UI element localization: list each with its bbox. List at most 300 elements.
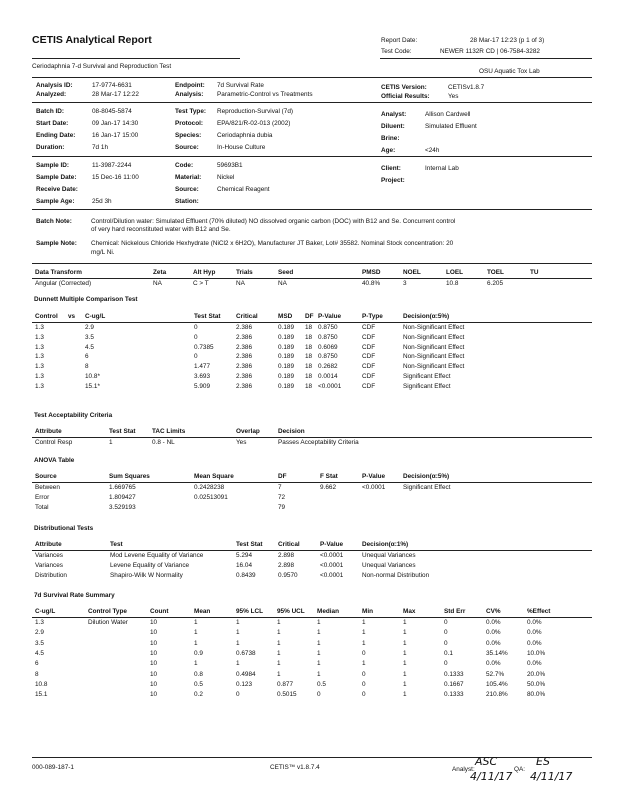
transform-table-header: Trials <box>236 269 253 276</box>
batch-field-label: Brine: <box>381 135 400 142</box>
analysis-rule <box>32 102 592 103</box>
dist-table-cell: <0.0001 <box>320 572 344 579</box>
analysis-field-label: Endpoint: <box>175 82 205 89</box>
summary-table-cell: 0.1 <box>444 649 453 657</box>
dunnett-table-cell: 3.693 <box>194 373 210 380</box>
dist-table-cell: <0.0001 <box>320 552 344 559</box>
batch-field-label: Age: <box>381 147 396 154</box>
test-code-label: Test Code: <box>381 48 412 55</box>
dunnett-table-cell: 2.386 <box>236 324 252 331</box>
summary-table-cell: 0.123 <box>236 680 252 688</box>
dunnett-table-header: Critical <box>236 313 258 320</box>
header-rule-right <box>380 58 592 59</box>
dist-table-cell: Levene Equality of Variance <box>110 562 190 569</box>
anova-table-header: F Stat <box>320 473 338 480</box>
batch-field-value: 09 Jan-17 14:30 <box>92 120 139 127</box>
sample-field-label: Client: <box>381 165 401 172</box>
dunnett-table-cell: CDF <box>362 373 376 380</box>
batch-field-value: In-House Culture <box>217 144 266 151</box>
dist-table-cell: Non-normal Distribution <box>362 572 430 579</box>
tac-table-cell: 1 <box>109 439 113 446</box>
sample-field-label: Sample Date: <box>36 174 77 181</box>
lab-name: OSU Aquatic Tox Lab <box>479 68 540 75</box>
summary-table-cell: 0 <box>444 660 448 668</box>
summary-table-cell: 0.5 <box>194 680 203 688</box>
dist-table-cell: 2.898 <box>278 552 294 559</box>
batch-rule <box>32 156 592 157</box>
summary-table-cell: 0.0% <box>486 619 501 626</box>
notes-rule <box>32 263 592 264</box>
transform-table-header: NOEL <box>403 269 421 276</box>
transform-table-header: LOEL <box>446 269 464 276</box>
summary-table-cell: 1 <box>317 660 321 668</box>
dunnett-table-cell: 1.477 <box>194 363 210 371</box>
dunnett-table-header: Decision(α:5%) <box>403 313 450 320</box>
dunnett-table-cell: 18 <box>305 333 313 341</box>
dunnett-table-cell: 2.386 <box>236 353 252 361</box>
summary-table-header: Std Err <box>444 608 466 615</box>
transform-table-header: PMSD <box>362 269 381 276</box>
batch-field-label: Test Type: <box>175 108 207 115</box>
batch-field-label: Species: <box>175 132 202 139</box>
summary-table-cell: 1 <box>403 660 407 668</box>
dunnett-table-cell: 0.8750 <box>318 324 338 331</box>
analysis-field-value: 28 Mar-17 12:22 <box>92 91 139 98</box>
transform-table-header-rule <box>32 278 592 279</box>
summary-table-cell: Dilution Water <box>88 619 128 626</box>
dunnett-table-cell: 1.3 <box>35 343 44 351</box>
analysis-field-label: Analyzed: <box>36 91 67 98</box>
sample-field-value: Internal Lab <box>425 165 459 172</box>
dist-table-cell: 0.9570 <box>278 572 298 579</box>
dunnett-table-cell: 6 <box>85 353 89 361</box>
summary-table-cell: 0.4984 <box>236 670 256 678</box>
summary-table-cell: 1 <box>362 619 366 626</box>
summary-table-cell: 105.4% <box>486 680 508 688</box>
qa-sign-date: 4/11/17 <box>530 770 573 783</box>
summary-table-cell: 0.0% <box>527 660 542 668</box>
anova-table-cell: Significant Effect <box>403 484 451 491</box>
dunnett-table-header-rule <box>32 322 592 323</box>
summary-table-cell: 0 <box>362 691 366 699</box>
dunnett-table-cell: 1.3 <box>35 353 44 361</box>
tac-table-cell: 0.8 - NL <box>152 439 175 446</box>
sample-field-value: 15 Dec-16 11:00 <box>92 174 139 181</box>
sample-note-line1: Chemical: Nickelous Chloride Hexhydrate (NiCl2 x 6H2O), Manufacturer JT Baker, Lot# 35582. Nominal Stock concentration: 20 <box>91 240 454 247</box>
dunnett-table-cell: 2.386 <box>236 382 252 390</box>
dunnett-table-header: C-ug/L <box>85 313 106 320</box>
dunnett-table-cell: 18 <box>305 353 313 361</box>
dist-table-cell: Shapiro-Wilk W Normality <box>110 572 183 579</box>
summary-table-cell: 10.8 <box>35 680 48 688</box>
anova-table-cell: 79 <box>278 504 286 511</box>
summary-table-cell: 6 <box>35 660 39 668</box>
dist-table-cell: <0.0001 <box>320 562 344 569</box>
footer-doc-id: 000-089-187-1 <box>32 764 74 771</box>
batch-note-line1: Control/Dilution water: Simulated Effluent (70% diluted) NO dissolved organic carbon (DOC) with B12 and Se. Concurrent control <box>91 218 456 225</box>
dunnett-table-title: Dunnett Multiple Comparison Test <box>34 296 138 303</box>
sample-field-label: Source: <box>175 186 199 193</box>
batch-field-value: <24h <box>425 147 440 154</box>
summary-table-cell: 1 <box>403 680 407 688</box>
transform-table-cell: NA <box>278 280 287 287</box>
dunnett-table-cell: 2.386 <box>236 333 252 341</box>
anova-table-header: Mean Square <box>194 473 234 480</box>
summary-table-header: Control Type <box>88 608 127 615</box>
dunnett-table-cell: 0.8750 <box>318 333 338 341</box>
anova-table-cell: Between <box>35 484 60 491</box>
summary-table-cell: 0 <box>236 691 240 699</box>
summary-table-cell: 1 <box>403 649 407 657</box>
transform-table-header: TU <box>530 269 539 276</box>
dist-table-cell: Unequal Variances <box>362 552 416 559</box>
dunnett-table-cell: 18 <box>305 373 313 380</box>
summary-table-cell: 0.6738 <box>236 649 256 657</box>
summary-table-cell: 10 <box>150 649 158 657</box>
anova-table-header: Decision(α:5%) <box>403 473 450 480</box>
dunnett-table-cell: Non-Significant Effect <box>403 353 465 361</box>
tac-table-cell: Yes <box>236 439 247 446</box>
summary-table-header: 95% UCL <box>277 608 305 615</box>
batch-field-value: 08-8045-5874 <box>92 108 132 115</box>
dist-table-header: Test Stat <box>236 541 263 548</box>
summary-table-cell: 10 <box>150 691 158 699</box>
batch-field-value: Simulated Effluent <box>425 123 477 130</box>
transform-table-header: Zeta <box>153 269 167 276</box>
qa-sign-label: QA: <box>514 766 526 773</box>
summary-table-cell: 2.9 <box>35 629 44 637</box>
dist-table-header: Attribute <box>35 541 62 548</box>
summary-table-cell: 1 <box>317 670 321 678</box>
dunnett-table-cell: CDF <box>362 324 376 331</box>
anova-table-cell: 7 <box>278 484 282 491</box>
summary-table-header: Count <box>150 608 169 615</box>
transform-table-cell: 3 <box>403 280 407 287</box>
dist-table-header-rule <box>32 550 592 551</box>
summary-table-cell: 0.0% <box>527 639 542 647</box>
analysis-field-label: Analysis ID: <box>36 82 73 89</box>
summary-table-cell: 1 <box>277 639 281 647</box>
summary-table-cell: 1 <box>236 660 240 668</box>
anova-table-title: ANOVA Table <box>34 457 75 464</box>
summary-table-cell: 0.0% <box>486 629 501 637</box>
dunnett-table-cell: 0.189 <box>278 363 294 371</box>
summary-table-header: %Effect <box>527 608 551 615</box>
analysis-field-value: CETISv1.8.7 <box>448 84 485 91</box>
dunnett-table-cell: 0.189 <box>278 353 294 361</box>
anova-table-cell: 1.669765 <box>109 484 136 491</box>
analysis-field-label: Analysis: <box>175 91 204 98</box>
tac-table-cell: Control Resp <box>35 439 73 446</box>
anova-table-cell: Total <box>35 504 49 511</box>
summary-table-header: Max <box>403 608 416 615</box>
dunnett-table-header: P-Value <box>318 313 342 320</box>
summary-table-cell: 1 <box>236 619 240 626</box>
anova-table-header: P-Value <box>362 473 386 480</box>
dunnett-table-cell: Non-Significant Effect <box>403 363 465 371</box>
dunnett-table-cell: 1.3 <box>35 382 44 390</box>
anova-table-cell: 72 <box>278 494 286 501</box>
dunnett-table-header: MSD <box>278 313 293 320</box>
analysis-field-value: 17-9774-6631 <box>92 82 132 89</box>
sample-field-label: Code: <box>175 162 194 169</box>
dunnett-table-cell: 4.5 <box>85 343 94 351</box>
sample-field-value: 59693B1 <box>217 162 243 169</box>
anova-table-cell: Error <box>35 494 50 501</box>
analysis-field-label: CETIS Version: <box>381 84 427 91</box>
batch-note-label: Batch Note: <box>36 218 72 225</box>
dunnett-table-cell: 0.189 <box>278 382 294 390</box>
summary-table-cell: 0 <box>317 691 321 699</box>
batch-field-value: 16 Jan-17 15:00 <box>92 132 139 139</box>
anova-table-cell: 0.02513091 <box>194 494 228 501</box>
summary-table-cell: 3.5 <box>35 639 44 647</box>
test-subtitle: Ceriodaphnia 7-d Survival and Reproduction Test <box>32 63 172 70</box>
report-title: CETIS Analytical Report <box>32 34 152 46</box>
batch-field-label: Diluent: <box>381 123 405 130</box>
summary-table-cell: 0 <box>444 639 448 647</box>
summary-table-cell: 1 <box>362 660 366 668</box>
dunnett-table-cell: 1.3 <box>35 363 44 371</box>
summary-table-cell: 1 <box>317 639 321 647</box>
summary-table-cell: 80.0% <box>527 691 546 699</box>
sample-field-label: Material: <box>175 174 202 181</box>
summary-table-cell: 10 <box>150 639 158 647</box>
dunnett-table-cell: Significant Effect <box>403 373 451 380</box>
dunnett-table-cell: Non-Significant Effect <box>403 343 465 351</box>
report-date-label: Report Date: <box>381 37 418 44</box>
dunnett-table-cell: <0.0001 <box>318 382 342 390</box>
dunnett-table-cell: 0 <box>194 353 198 361</box>
dist-table-header: Test <box>110 541 123 548</box>
sample-field-value: Chemical Reagent <box>217 186 270 193</box>
transform-table-cell: Angular (Corrected) <box>35 280 92 287</box>
dunnett-table-cell: 18 <box>305 343 313 351</box>
summary-table-cell: 1 <box>236 639 240 647</box>
dist-table-cell: Mod Levene Equality of Variance <box>110 552 204 559</box>
summary-table-cell: 52.7% <box>486 670 505 678</box>
dunnett-table-cell: 0.189 <box>278 333 294 341</box>
sample-field-value: Nickel <box>217 174 235 181</box>
sample-field-label: Sample Age: <box>36 198 75 205</box>
analyst-sign-date: 4/11/17 <box>470 770 513 783</box>
tac-table-header: Attribute <box>35 428 62 435</box>
dunnett-table-cell: 1.3 <box>35 373 44 380</box>
dunnett-table-cell: 18 <box>305 363 313 371</box>
footer-rule <box>32 757 592 758</box>
summary-table-cell: 0 <box>362 670 366 678</box>
dunnett-table-cell: Non-Significant Effect <box>403 324 465 331</box>
summary-table-cell: 4.5 <box>35 649 44 657</box>
dunnett-table-cell: CDF <box>362 343 376 351</box>
summary-table-cell: 1 <box>403 670 407 678</box>
sample-field-label: Station: <box>175 198 199 205</box>
summary-table-cell: 1.3 <box>35 619 44 626</box>
dist-table-header: P-Value <box>320 541 344 548</box>
summary-table-cell: 1 <box>277 649 281 657</box>
summary-table-cell: 0.0% <box>486 639 501 647</box>
summary-table-cell: 1 <box>194 639 198 647</box>
summary-table-cell: 0.0% <box>527 629 542 637</box>
tac-table-header: Decision <box>278 428 305 435</box>
analysis-field-value: Yes <box>448 93 459 100</box>
tac-table-header: Overlap <box>236 428 260 435</box>
dunnett-table-cell: 0.189 <box>278 343 294 351</box>
tac-table-header-rule <box>32 437 592 438</box>
qa-initials: ES <box>536 755 550 768</box>
anova-table-cell: 3.529193 <box>109 504 136 511</box>
summary-table-cell: 0 <box>362 680 366 688</box>
sample-field-label: Sample ID: <box>36 162 70 169</box>
summary-table-header: 95% LCL <box>236 608 263 615</box>
batch-field-value: Allison Cardwell <box>425 111 471 118</box>
tac-table-header: Test Stat <box>109 428 136 435</box>
transform-table-cell: NA <box>236 280 245 287</box>
summary-table-cell: 0.8 <box>194 670 203 678</box>
summary-table-cell: 1 <box>403 629 407 637</box>
dunnett-table-header: vs <box>68 313 76 320</box>
transform-table-header: Data Transform <box>35 269 82 276</box>
anova-table-header-rule <box>32 482 592 483</box>
sample-field-label: Project: <box>381 177 405 184</box>
sample-field-label: Receive Date: <box>36 186 78 193</box>
analysis-field-value: Parametric-Control vs Treatments <box>217 91 313 98</box>
tac-table-cell: Passes Acceptability Criteria <box>278 439 359 446</box>
dist-table-cell: Unequal Variances <box>362 562 416 569</box>
anova-table-header: DF <box>278 473 287 480</box>
batch-field-label: Analyst: <box>381 111 407 118</box>
batch-field-value: Reproduction-Survival (7d) <box>217 108 294 115</box>
summary-table-header: C-ug/L <box>35 608 56 615</box>
footer-version: CETIS™ v1.8.7.4 <box>270 764 320 771</box>
batch-field-label: Batch ID: <box>36 108 65 115</box>
batch-field-label: Start Date: <box>36 120 69 127</box>
dunnett-table-cell: 2.9 <box>85 324 94 331</box>
tac-table-title: Test Acceptability Criteria <box>34 412 113 419</box>
summary-table-cell: 1 <box>362 639 366 647</box>
summary-table-cell: 10 <box>150 660 158 668</box>
summary-table-cell: 1 <box>403 639 407 647</box>
summary-table-cell: 0.0% <box>486 660 501 668</box>
dunnett-table-cell: 15.1* <box>85 382 100 390</box>
summary-table-cell: 0.5 <box>317 680 326 688</box>
summary-table-cell: 1 <box>194 629 198 637</box>
anova-table-cell: 0.2428238 <box>194 484 225 491</box>
summary-table-cell: 1 <box>403 619 407 626</box>
dunnett-table-cell: Non-Significant Effect <box>403 333 465 341</box>
dist-table-cell: 16.04 <box>236 562 252 569</box>
summary-table-cell: 0.877 <box>277 680 293 688</box>
summary-table-cell: 1 <box>362 629 366 637</box>
summary-table-cell: 20.0% <box>527 670 546 678</box>
batch-note-line2: of very hard reconstituted water with B12 and Se. <box>91 226 231 233</box>
summary-table-cell: 1 <box>277 629 281 637</box>
summary-table-title: 7d Survival Rate Summary <box>34 592 115 599</box>
header-rule-left <box>32 58 240 59</box>
batch-field-label: Ending Date: <box>36 132 76 139</box>
summary-table-cell: 0.2 <box>194 691 203 699</box>
dunnett-table-cell: 0 <box>194 324 198 331</box>
dist-table-cell: 5.294 <box>236 552 252 559</box>
summary-table-cell: 10 <box>150 680 158 688</box>
dunnett-table-cell: CDF <box>362 382 376 390</box>
summary-table-cell: 10 <box>150 619 158 626</box>
summary-table-cell: 210.8% <box>486 691 508 699</box>
summary-table-cell: 1 <box>277 660 281 668</box>
summary-table-cell: 0 <box>444 629 448 637</box>
sample-field-value: 25d 3h <box>92 198 112 205</box>
batch-field-label: Protocol: <box>175 120 204 127</box>
summary-table-cell: 15.1 <box>35 691 48 699</box>
dunnett-table-cell: 0.6069 <box>318 343 338 351</box>
dunnett-table-cell: 0.189 <box>278 373 294 380</box>
dunnett-table-cell: 3.5 <box>85 333 94 341</box>
dunnett-table-header: Control <box>35 313 58 320</box>
anova-table-header: Source <box>35 473 57 480</box>
dunnett-table-cell: 2.386 <box>236 373 252 380</box>
summary-table-cell: 1 <box>194 660 198 668</box>
batch-field-label: Duration: <box>36 144 65 151</box>
summary-table-cell: 1 <box>317 619 321 626</box>
batch-field-label: Source: <box>175 144 199 151</box>
transform-table-cell: 10.8 <box>446 280 459 287</box>
transform-table-cell: 6.205 <box>487 280 503 287</box>
summary-table-cell: 0.1333 <box>444 691 464 699</box>
sample-note-label: Sample Note: <box>36 240 77 247</box>
summary-table-cell: 10 <box>150 670 158 678</box>
summary-table-header: Mean <box>194 608 211 615</box>
batch-field-value: EPA/821/R-02-013 (2002) <box>217 120 291 127</box>
dunnett-table-cell: 0.0014 <box>318 373 338 380</box>
summary-table-header: Median <box>317 608 340 615</box>
dunnett-table-header: DF <box>305 313 314 320</box>
analyst-initials: ASC <box>475 755 498 768</box>
dunnett-table-cell: 18 <box>305 324 313 331</box>
test-code: NEWER 1132R CD | 06-7584-3282 <box>440 48 540 55</box>
dunnett-table-cell: 0.7385 <box>194 343 214 351</box>
dunnett-table-cell: CDF <box>362 333 376 341</box>
dunnett-table-cell: 0 <box>194 333 198 341</box>
summary-table-cell: 1 <box>277 670 281 678</box>
summary-table-cell: 1 <box>317 629 321 637</box>
dist-table-cell: Distribution <box>35 572 67 579</box>
summary-table-cell: 0.1333 <box>444 670 464 678</box>
summary-table-cell: 1 <box>194 619 198 626</box>
summary-table-cell: 1 <box>277 619 281 626</box>
dunnett-table-cell: 5.909 <box>194 382 210 390</box>
transform-table-header: Alt Hyp <box>193 269 216 276</box>
dunnett-table-cell: 8 <box>85 363 89 371</box>
batch-field-value: 7d 1h <box>92 144 108 151</box>
dunnett-table-cell: 0.8750 <box>318 353 338 361</box>
summary-table-cell: 1 <box>403 691 407 699</box>
dunnett-table-header: Test Stat <box>194 313 221 320</box>
sample-note-line2: mg/L Ni. <box>91 249 115 256</box>
anova-table-cell: 1.809427 <box>109 494 136 501</box>
dunnett-table-cell: 2.386 <box>236 363 252 371</box>
anova-table-cell: <0.0001 <box>362 484 386 491</box>
transform-table-cell: C > T <box>193 280 209 287</box>
summary-table-header: CV% <box>486 608 501 615</box>
summary-table-cell: 8 <box>35 670 39 678</box>
summary-table-cell: 35.14% <box>486 649 508 657</box>
summary-table-cell: 50.0% <box>527 680 546 688</box>
dist-table-cell: Variances <box>35 552 63 559</box>
summary-table-header-rule <box>32 617 592 618</box>
transform-table-cell: 40.8% <box>362 280 381 287</box>
sample-field-value: 11-3987-2244 <box>92 162 132 169</box>
summary-table-cell: 10.0% <box>527 649 546 657</box>
